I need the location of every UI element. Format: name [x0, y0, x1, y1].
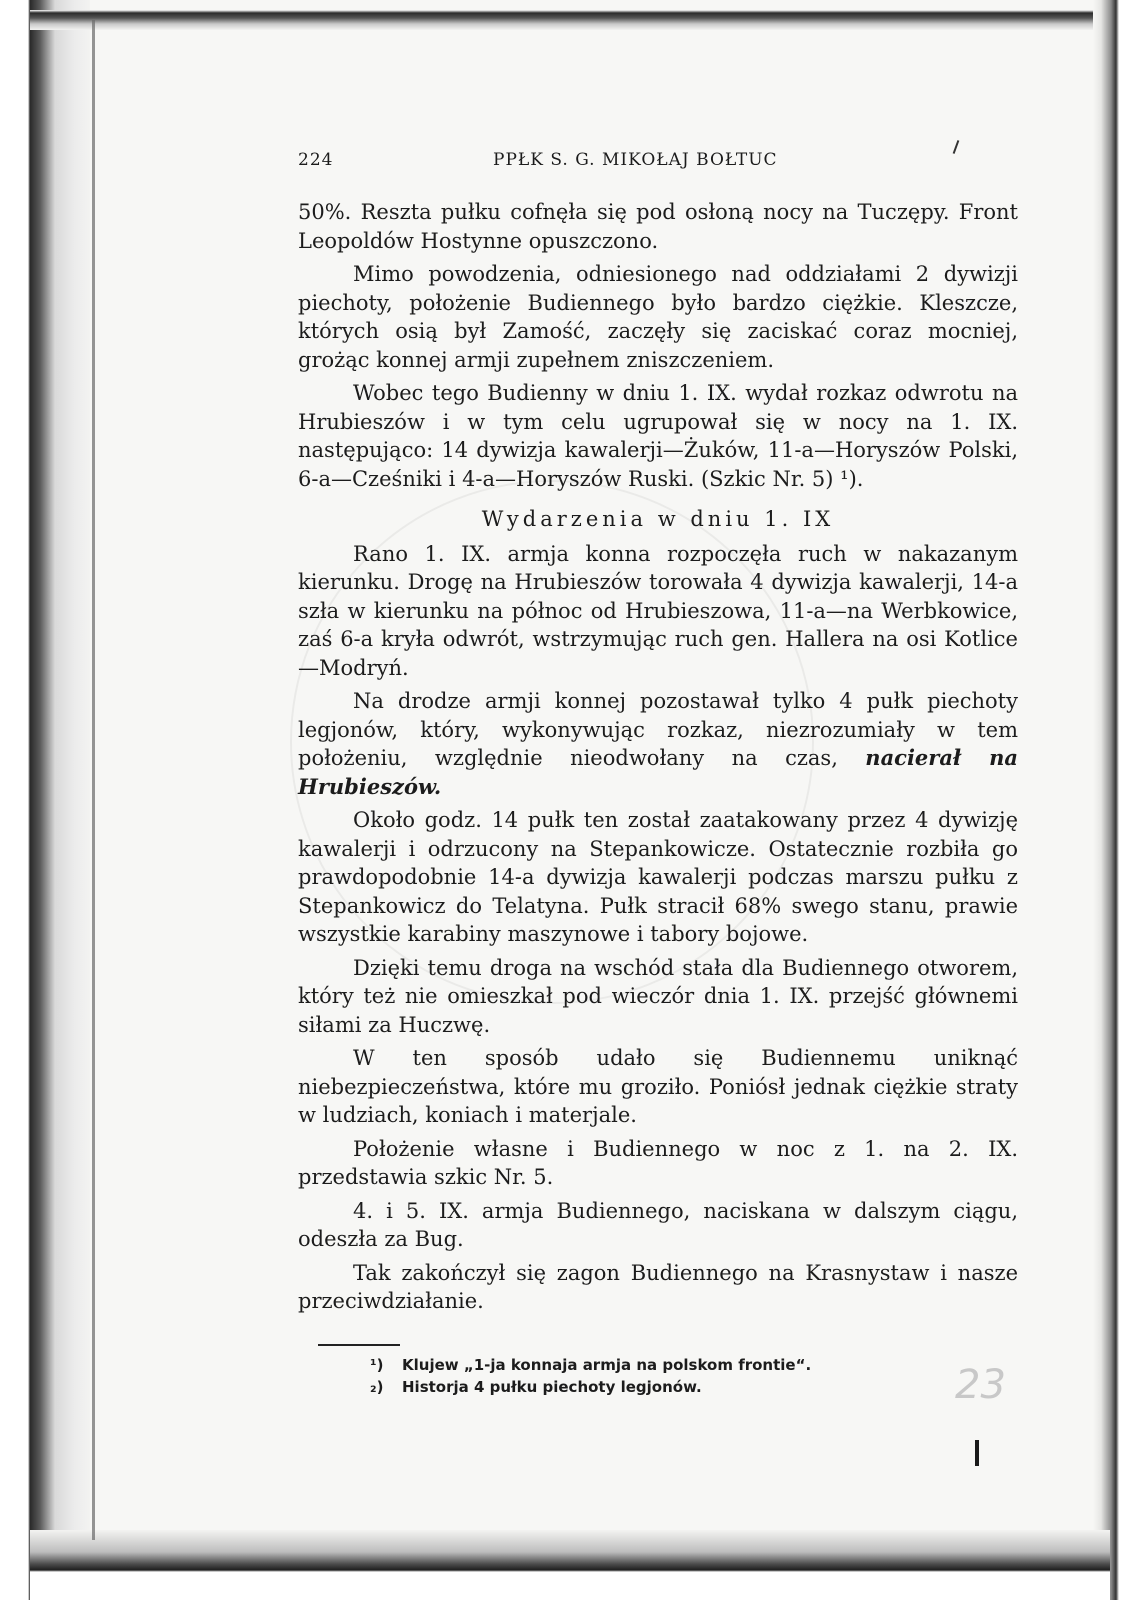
paragraph: Dzięki temu droga na wschód stała dla Budiennego otworem, który też nie omieszkał pod wieczór dnia 1. IX. przejść głównemi siłami za Huczwę.	[298, 955, 1018, 1037]
page-content	[298, 150, 1018, 1398]
page-header	[298, 150, 1018, 178]
running-head: PPŁK S. G. MIKOŁAJ BOŁTUC	[493, 150, 778, 170]
paragraph: 4. i 5. IX. armja Budiennego, naciskana w dalszym ciągu, odeszła za Bug.	[298, 1198, 1018, 1251]
footnotes	[298, 1354, 1018, 1398]
italic-phrase: nacierał na Hrubieszów.	[298, 745, 1018, 799]
handwritten-page-number: 23	[955, 1362, 1006, 1408]
footnote-text: Historja 4 pułku piechoty legjonów.	[402, 1377, 702, 1396]
footnote	[370, 1376, 1018, 1398]
paragraph: Położenie własne i Budiennego w noc z 1. na 2. IX. przedstawia szkic Nr. 5.	[298, 1136, 1018, 1189]
body-text	[298, 198, 1018, 1316]
paragraph: W ten sposób udało się Budiennemu uniknąć niebezpieczeństwa, które mu groziło. Poniósł jednak ciężkie straty w ludziach, koniach i materjale.	[298, 1046, 1018, 1127]
footnote-divider	[318, 1344, 400, 1346]
book-fold-line	[92, 20, 95, 1540]
paragraph: Tak zakończył się zagon Budiennego na Krasnystaw i nasze przeciwdziałanie.	[298, 1260, 1018, 1313]
footnote	[370, 1354, 1018, 1376]
paragraph: Rano 1. IX. armja konna rozpoczęła ruch w nakazanym kierunku. Drogę na Hrubieszów torowała 4 dywizja kawalerji, 14-a szła w kierunku na północ od Hrubieszowa, 11-a—na Werbkowice, zaś 6-a kryła odwrót, wstrzymując ruch gen. Hallera na osi Kotlice—Modryń.	[298, 541, 1018, 680]
scan-edge-top	[30, 10, 1110, 30]
section-heading: Wydarzenia w dniu 1. IX	[481, 507, 835, 531]
footnote-mark: ₂)	[370, 1377, 384, 1396]
scan-edge-left	[0, 0, 90, 1600]
paragraph: Około godz. 14 pułk ten został zaatakowany przez 4 dywizję kawalerji i odrzucony na Stepankowicze. Ostatecznie rozbiła go prawdopodobnie 14-a dywizja kawalerji podczas marszu pułku z Stepankowicz do Telatyna. Pułk stracił 68% swego stanu, prawie wszystkie karabiny maszynowe i tabory bojowe.	[298, 808, 1018, 946]
paragraph-text: Na drodze armji konnej pozostawał tylko 4 pułk piechoty legjonów, który, wykonywując rozkaz, niezrozumiały w tem położeniu, względnie nieodwołany na czas,	[298, 689, 1018, 770]
paragraph: Mimo powodzenia, odniesionego nad oddziałami 2 dywizji piechoty, położenie Budiennego było bardzo ciężkie. Kleszcze, których osią był Zamość, zaczęły się zaciskać coraz mocniej, grożąc konnej armji zupełnem zniszczeniem.	[298, 262, 1018, 372]
paragraph: Wobec tego Budienny w dniu 1. IX. wydał rozkaz odwrotu na Hrubieszów i w tym celu ugrupował się w nocy na 1. IX. następująco: 14 dywizja kawalerji—Żuków, 11-a—Horyszów Polski, 6-a—Cześniki i 4-a—Horyszów Ruski. (Szkic Nr. 5) ¹).	[298, 381, 1018, 491]
paragraph-legion	[298, 687, 1018, 801]
pen-tick-mark	[975, 1440, 979, 1466]
paragraph: 50%. Reszta pułku cofnęła się pod osłoną nocy na Tuczępy. Front Leopoldów Hostynne opuszczono.	[298, 200, 1018, 253]
footnote-text: Klujew „1-ja konnaja armja na polskom frontie“.	[402, 1355, 812, 1374]
scan-edge-bottom	[30, 1530, 1110, 1600]
footnote-mark: ¹)	[370, 1355, 384, 1374]
scan-edge-right	[1093, 0, 1133, 1600]
page-number: 224	[298, 150, 334, 170]
